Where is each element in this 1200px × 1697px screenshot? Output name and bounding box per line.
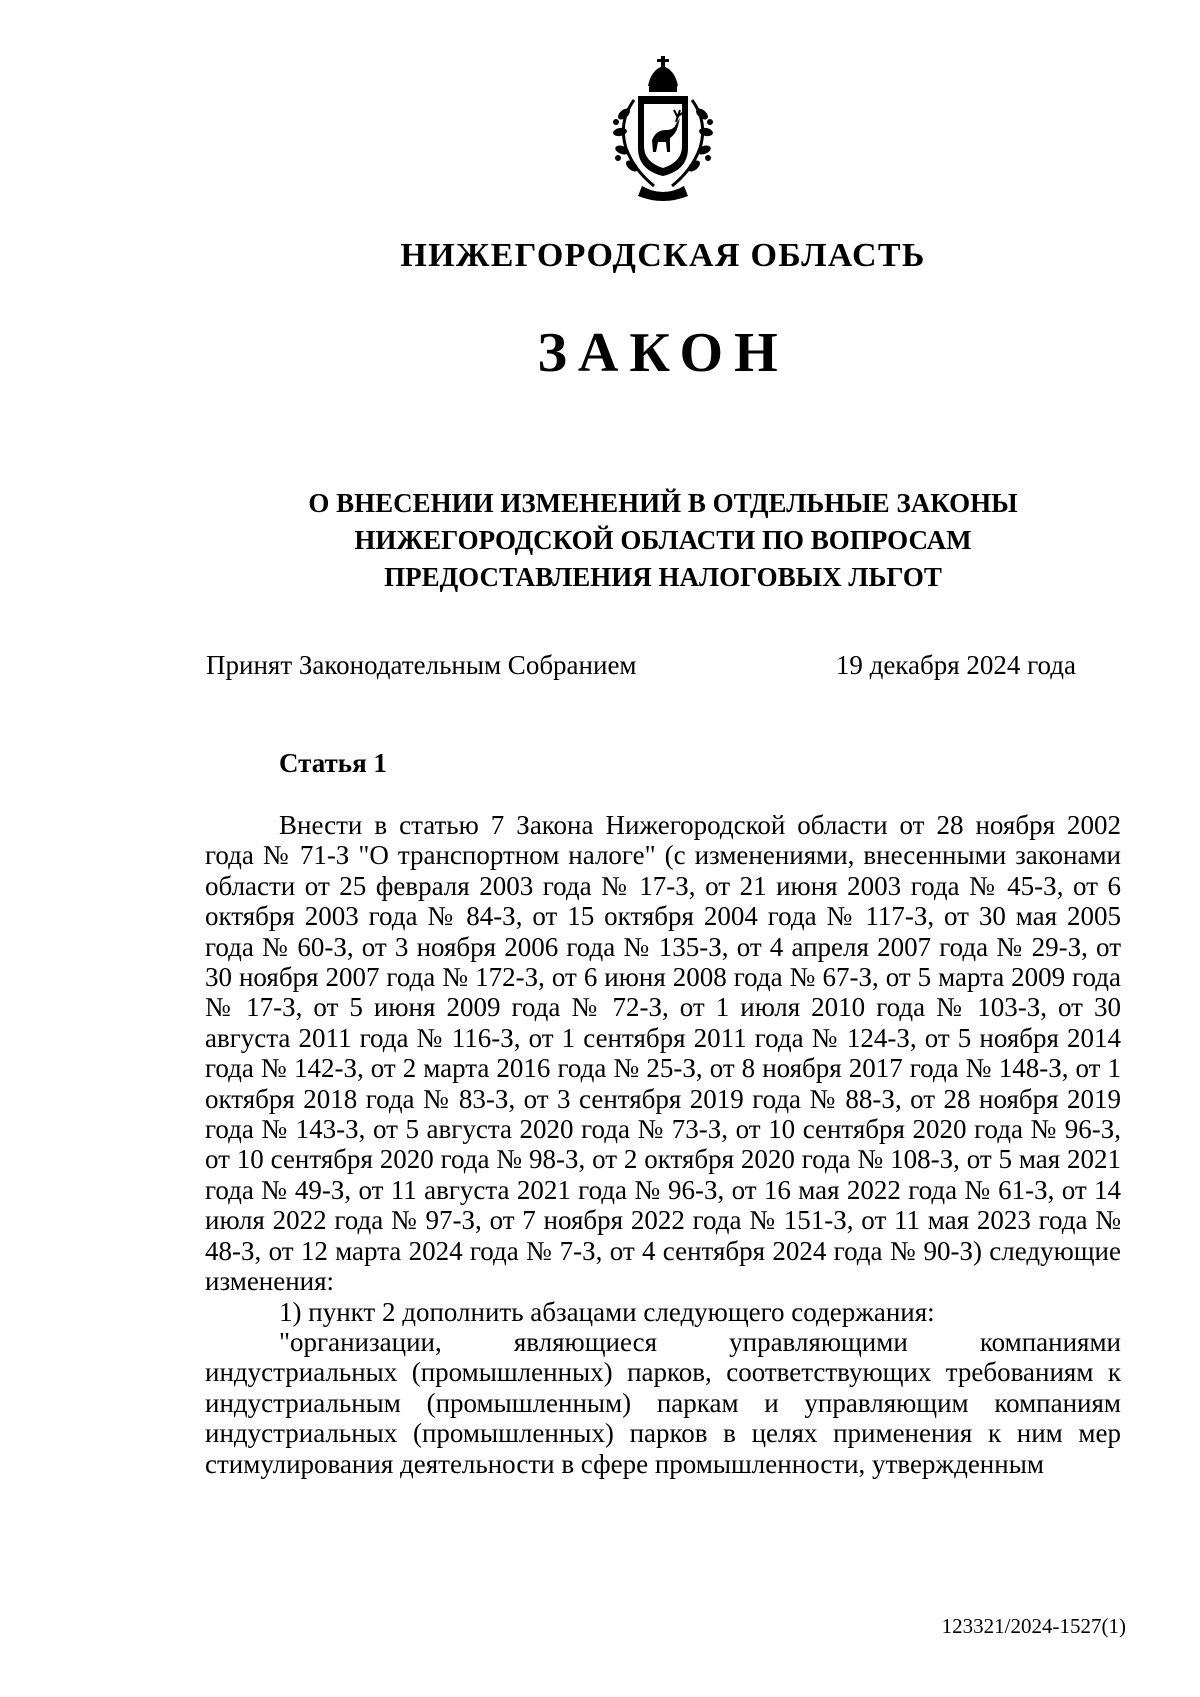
article-paragraph: 1) пункт 2 дополнить абзацами следующего содержания:: [279, 1296, 935, 1327]
law-title-line: О ВНЕСЕНИИ ИЗМЕНЕНИЙ В ОТДЕЛЬНЫЕ ЗАКОНЫ: [308, 488, 1018, 518]
article-paragraph: "организации, являющиеся управляющими компаниями индустриальных (промышленных) парков, соответствующих требованиям к индустриальным (промышленным) паркам и управляющим компаниям индустриальных (промышленных) парков в целях применения к ним мер стимулирования деятельности в сфере промышленности, утвержденным: [205, 1326, 1121, 1479]
adoption-date: 19 декабря 2024 года: [835, 650, 1076, 680]
article-body: [205, 810, 1121, 1479]
law-title-line: НИЖЕГОРОДСКОЙ ОБЛАСТИ ПО ВОПРОСАМ: [354, 525, 972, 555]
law-title-line: ПРЕДОСТАВЛЕНИЯ НАЛОГОВЫХ ЛЬГОТ: [384, 562, 942, 592]
document-type-heading: ЗАКОН: [537, 322, 789, 384]
article-paragraph: Внести в статью 7 Закона Нижегородской области от 28 ноября 2002 года № 71-З "О транспортном налоге" (с изменениями, внесенными законами области от 25 февраля 2003 года № 17-З, от 21 июня 2003 года № 45-З, от 6 октября 2003 года № 84-З, от 15 октября 2004 года № 117-З, от 30 мая 2005 года № 60-З, от 3 ноября 2006 года № 135-З, от 4 апреля 2007 года № 29-З, от 30 ноября 2007 года № 172-З, от 6 июня 2008 года № 67-З, от 5 марта 2009 года № 17-З, от 5 июня 2009 года № 72-З, от 1 июля 2010 года № 103-З, от 30 августа 2011 года № 116-З, от 1 сентября 2011 года № 124-З, от 5 ноября 2014 года № 142-З, от 2 марта 2016 года № 25-З, от 8 ноября 2017 года № 148-З, от 1 октября 2018 года № 83-З, от 3 сентября 2019 года № 88-З, от 28 ноября 2019 года № 143-З, от 5 августа 2020 года № 73-З, от 10 сентября 2020 года № 96-З, от 10 сентября 2020 года № 98-З, от 2 октября 2020 года № 108-З, от 5 мая 2021 года № 49-З, от 11 августа 2021 года № 96-З, от 16 мая 2022 года № 61-З, от 14 июля 2022 года № 97-З, от 7 ноября 2022 года № 151-З, от 11 мая 2023 года № 48-З, от 12 марта 2024 года № 7-З, от 4 сентября 2024 года № 90-З) следующие изменения:: [205, 810, 1121, 1297]
article-heading: Статья 1: [279, 748, 387, 778]
region-heading: НИЖЕГОРОДСКАЯ ОБЛАСТЬ: [400, 237, 926, 274]
coat-of-arms-icon: [596, 52, 730, 206]
adoption-label: Принят Законодательным Собранием: [206, 650, 637, 680]
document-registration-number: 123321/2024-1527(1): [941, 1614, 1126, 1638]
law-title: [200, 485, 1126, 596]
